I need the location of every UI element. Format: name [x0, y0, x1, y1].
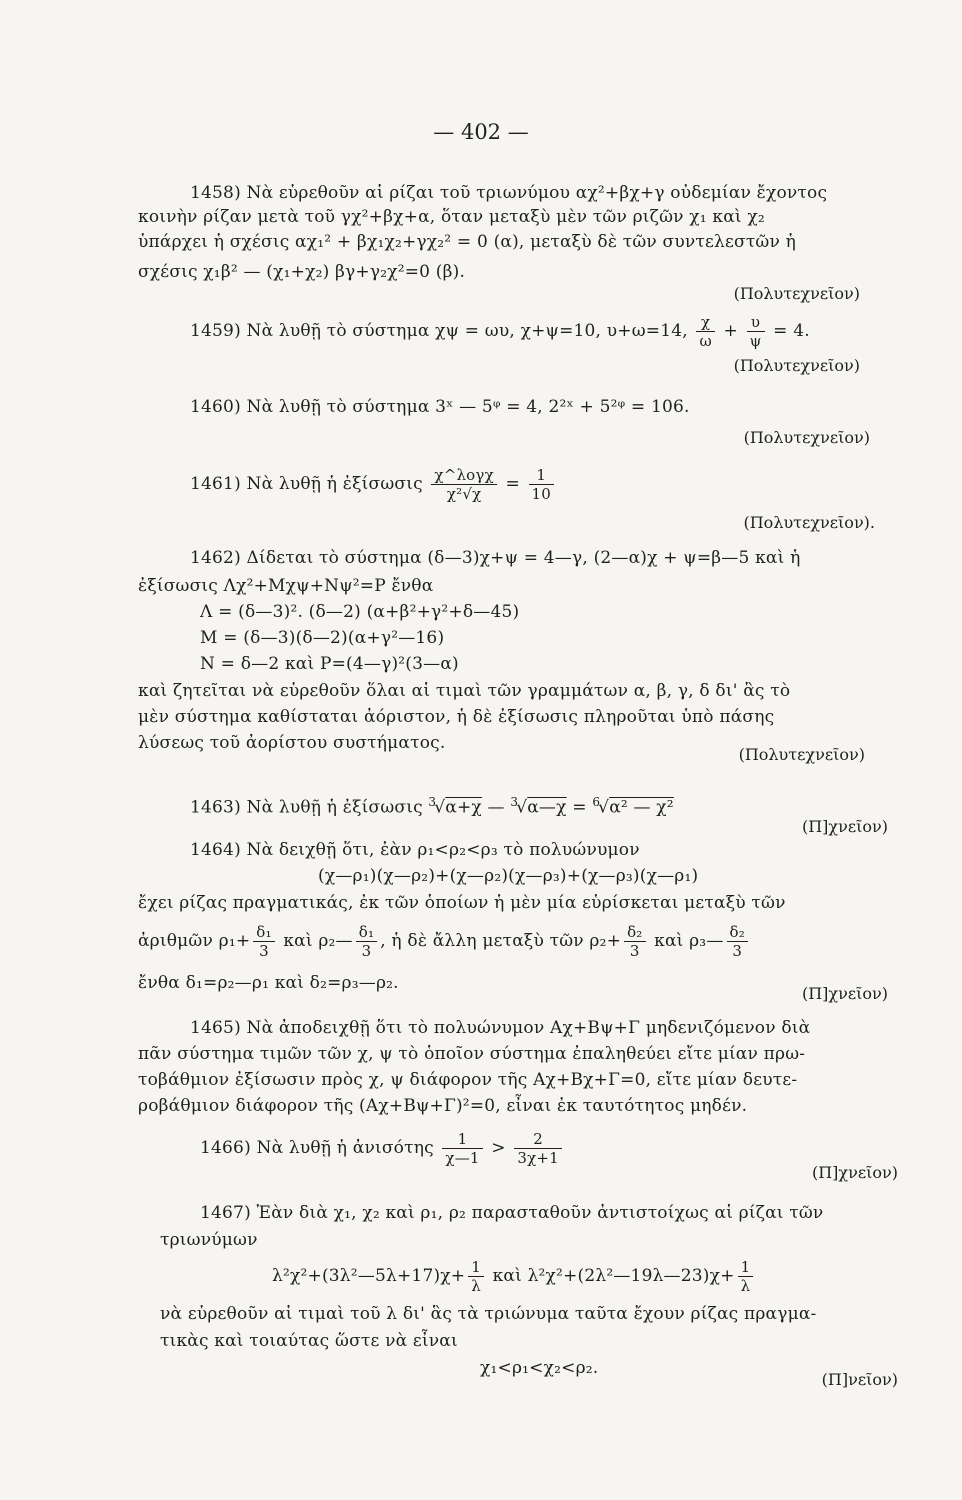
problem-1467-line-5: τικὰς καὶ τοιαύτας ὥστε νὰ εἶναι — [160, 1331, 458, 1351]
source-label: (Π]χνεῖον) — [801, 817, 888, 836]
problem-1462-line-3: Λ = (δ—3)². (δ—2) (α+β²+γ²+δ—45) — [200, 602, 520, 622]
source-label: (Πολυτεχνεῖον) — [743, 428, 870, 447]
problem-1461-text: 1461) Νὰ λυθῇ ἡ ἐξίσωσις — [190, 474, 423, 494]
problem-1464-line-3: ἔχει ρίζας πραγματικάς, ἐκ τῶν ὁποίων ἡ μὲν μία εὑρίσκεται μεταξὺ τῶν — [138, 893, 786, 913]
problem-1465-line-1: 1465) Νὰ ἀποδειχθῇ ὅτι τὸ πολυώνυμον Αχ+Βψ+Γ μηδενιζόμενον διὰ — [190, 1018, 811, 1038]
problem-1463: 1463) Νὰ λυθῇ ἡ ἐξίσωσις $^3$√α+χ — $^3$√α—χ = $^6$√α² — χ² — [190, 795, 674, 818]
problem-1465-line-3: τοβάθμιον ἐξίσωσιν πρὸς χ, ψ διάφορον τῆς Αχ+Βχ+Γ=0, εἴτε μίαν δευτε- — [138, 1070, 798, 1090]
problem-1458-line-1: 1458) Νὰ εὑρεθοῦν αἱ ρίζαι τοῦ τριωνύμου αχ²+βχ+γ οὐδεμίαν ἔχοντος — [190, 183, 828, 203]
source-label: (Π]χνεῖον) — [801, 984, 888, 1003]
problem-1467-line-3: λ²χ²+(3λ²—5λ+17)χ+ $\frac{1}{\lambda}$ καὶ λ²χ²+(2λ²—19λ—23)χ+ $\frac{1}{\lambda}$ — [272, 1258, 756, 1295]
problem-1462-line-2: ἐξίσωσις Λχ²+Μχψ+Νψ²=Ρ ἔνθα — [138, 576, 434, 596]
problem-1466-text: 1466) Νὰ λυθῇ ἡ ἀνισότης — [200, 1138, 434, 1158]
problem-1464-line-4: ἀριθμῶν ρ₁+ $\frac{\text{δ₁}}{3}$ καὶ ρ₂— $\frac{\text{δ₁}}{3}$ , ἡ δὲ ἄλλη μεταξὺ τῶν ρ₂+ $\frac{\text{δ₂}}{3}$ καὶ ρ₃— $\frac{\text{δ₂}}{3}$ — [138, 923, 751, 960]
problem-1459: 1459) Νὰ λυθῇ τὸ σύστημα χψ = ωυ, χ+ψ=10, υ+ω=14, $\frac{\chi}{\omega}$ + $\frac{\upsilon}{\psi}$ = 4. — [190, 313, 810, 350]
problem-1459-text: 1459) Νὰ λυθῇ τὸ σύστημα χψ = ωυ, χ+ψ=10, υ+ω=14, — [190, 321, 688, 341]
problem-1460: 1460) Νὰ λυθῇ τὸ σύστημα 3ˣ — 5ᵠ = 4, 2²ˣ + 5²ᵠ = 106. — [190, 397, 690, 417]
fraction: $\frac{\upsilon}{\psi}$ — [747, 313, 765, 350]
problem-1462-line-4: Μ = (δ—3)(δ—2)(α+γ²—16) — [200, 628, 445, 648]
fraction: $\frac{1}{\lambda}$ — [738, 1258, 754, 1295]
fraction: $\frac{\chi}{\omega}$ — [696, 313, 714, 350]
problem-1466: 1466) Νὰ λυθῇ ἡ ἀνισότης $\frac{1}{\chi—1}$ > $\frac{2}{3\chi+1}$ — [200, 1130, 565, 1167]
problem-1462-line-1: 1462) Δίδεται τὸ σύστημα (δ—3)χ+ψ = 4—γ, (2—α)χ + ψ=β—5 καὶ ἡ — [190, 548, 801, 568]
problem-1467-line-4: νὰ εὑρεθοῦν αἱ τιμαὶ τοῦ λ δι' ἃς τὰ τριώνυμα ταῦτα ἔχουν ρίζας πραγμα- — [160, 1304, 817, 1324]
problem-1467-line-1: 1467) Ἐὰν διὰ χ₁, χ₂ καὶ ρ₁, ρ₂ παρασταθοῦν ἀντιστοίχως αἱ ρίζαι τῶν — [200, 1203, 824, 1223]
fraction: $\frac{\text{χ\textasciicircum{}λογχ}}{\text{χ²√χ}}$ — [431, 466, 496, 503]
problem-1464-line-1: 1464) Νὰ δειχθῇ ὅτι, ἐὰν ρ₁<ρ₂<ρ₃ τὸ πολυώνυμον — [190, 840, 640, 860]
problem-1464-line-5: ἔνθα δ₁=ρ₂—ρ₁ καὶ δ₂=ρ₃—ρ₂. — [138, 973, 399, 993]
problem-1462-line-8: λύσεως τοῦ ἀορίστου συστήματος. — [138, 733, 446, 753]
problem-1462-line-6: καὶ ζητεῖται νὰ εὑρεθοῦν ὅλαι αἱ τιμαὶ τῶν γραμμάτων α, β, γ, δ δι' ἃς τὸ — [138, 681, 791, 701]
page-number: — 402 — — [433, 120, 529, 144]
problem-1465-line-2: πᾶν σύστημα τιμῶν τῶν χ, ψ τὸ ὁποῖον σύστημα ἐπαληθεύει εἴτε μίαν πρω- — [138, 1044, 806, 1064]
source-label: (Πολυτεχνεῖον) — [733, 356, 860, 375]
fraction: $\frac{1}{10}$ — [529, 466, 555, 503]
fraction: $\frac{\text{δ₂}}{3}$ — [727, 923, 748, 960]
fraction: $\frac{\text{δ₂}}{3}$ — [624, 923, 645, 960]
problem-1462-line-5: Ν = δ—2 καὶ Ρ=(4—γ)²(3—α) — [200, 654, 459, 674]
source-label: (Π]χνεῖον) — [811, 1163, 898, 1182]
problem-1462-line-7: μὲν σύστημα καθίσταται ἀόριστον, ἡ δὲ ἐξίσωσις πληροῦται ὑπὸ πάσης — [138, 707, 775, 727]
source-label: (Πολυτεχνεῖον). — [743, 513, 875, 532]
fraction: $\frac{2}{3\chi+1}$ — [514, 1130, 562, 1167]
problem-1458-line-3: ὑπάρχει ἡ σχέσις αχ₁² + βχ₁χ₂+γχ₂² = 0 (α), μεταξὺ δὲ τῶν συντελεστῶν ἡ — [138, 232, 797, 252]
problem-1458-line-2: κοινὴν ρίζαν μετὰ τοῦ γχ²+βχ+α, ὅταν μεταξὺ μὲν τῶν ριζῶν χ₁ καὶ χ₂ — [138, 207, 765, 227]
problem-1467-line-6: χ₁<ρ₁<χ₂<ρ₂. — [480, 1358, 599, 1378]
problem-1464-line-2: (χ—ρ₁)(χ—ρ₂)+(χ—ρ₂)(χ—ρ₃)+(χ—ρ₃)(χ—ρ₁) — [318, 866, 699, 886]
fraction: $\frac{1}{\lambda}$ — [468, 1258, 484, 1295]
source-label: (Π]νεῖον) — [821, 1370, 898, 1389]
problem-1465-line-4: ροβάθμιον διάφορον τῆς (Αχ+Βψ+Γ)²=0, εἶναι ἐκ ταυτότητος μηδέν. — [138, 1096, 748, 1116]
problem-1467-line-2: τριωνύμων — [160, 1230, 258, 1250]
source-label: (Πολυτεχνεῖον) — [738, 745, 865, 764]
fraction: $\frac{\text{δ₁}}{3}$ — [356, 923, 377, 960]
problem-1461: 1461) Νὰ λυθῇ ἡ ἐξίσωσις $\frac{\text{χ\textasciicircum{}λογχ}}{\text{χ²√χ}}$ = $\frac{1}{10}$ — [190, 466, 557, 503]
problem-1458-line-4: σχέσις χ₁β² — (χ₁+χ₂) βγ+γ₂χ²=0 (β). — [138, 262, 466, 282]
fraction: $\frac{\text{δ₁}}{3}$ — [253, 923, 274, 960]
source-label: (Πολυτεχνεῖον) — [733, 284, 860, 303]
fraction: $\frac{1}{\chi—1}$ — [442, 1130, 482, 1167]
problem-1463-text: 1463) Νὰ λυθῇ ἡ ἐξίσωσις — [190, 797, 423, 818]
